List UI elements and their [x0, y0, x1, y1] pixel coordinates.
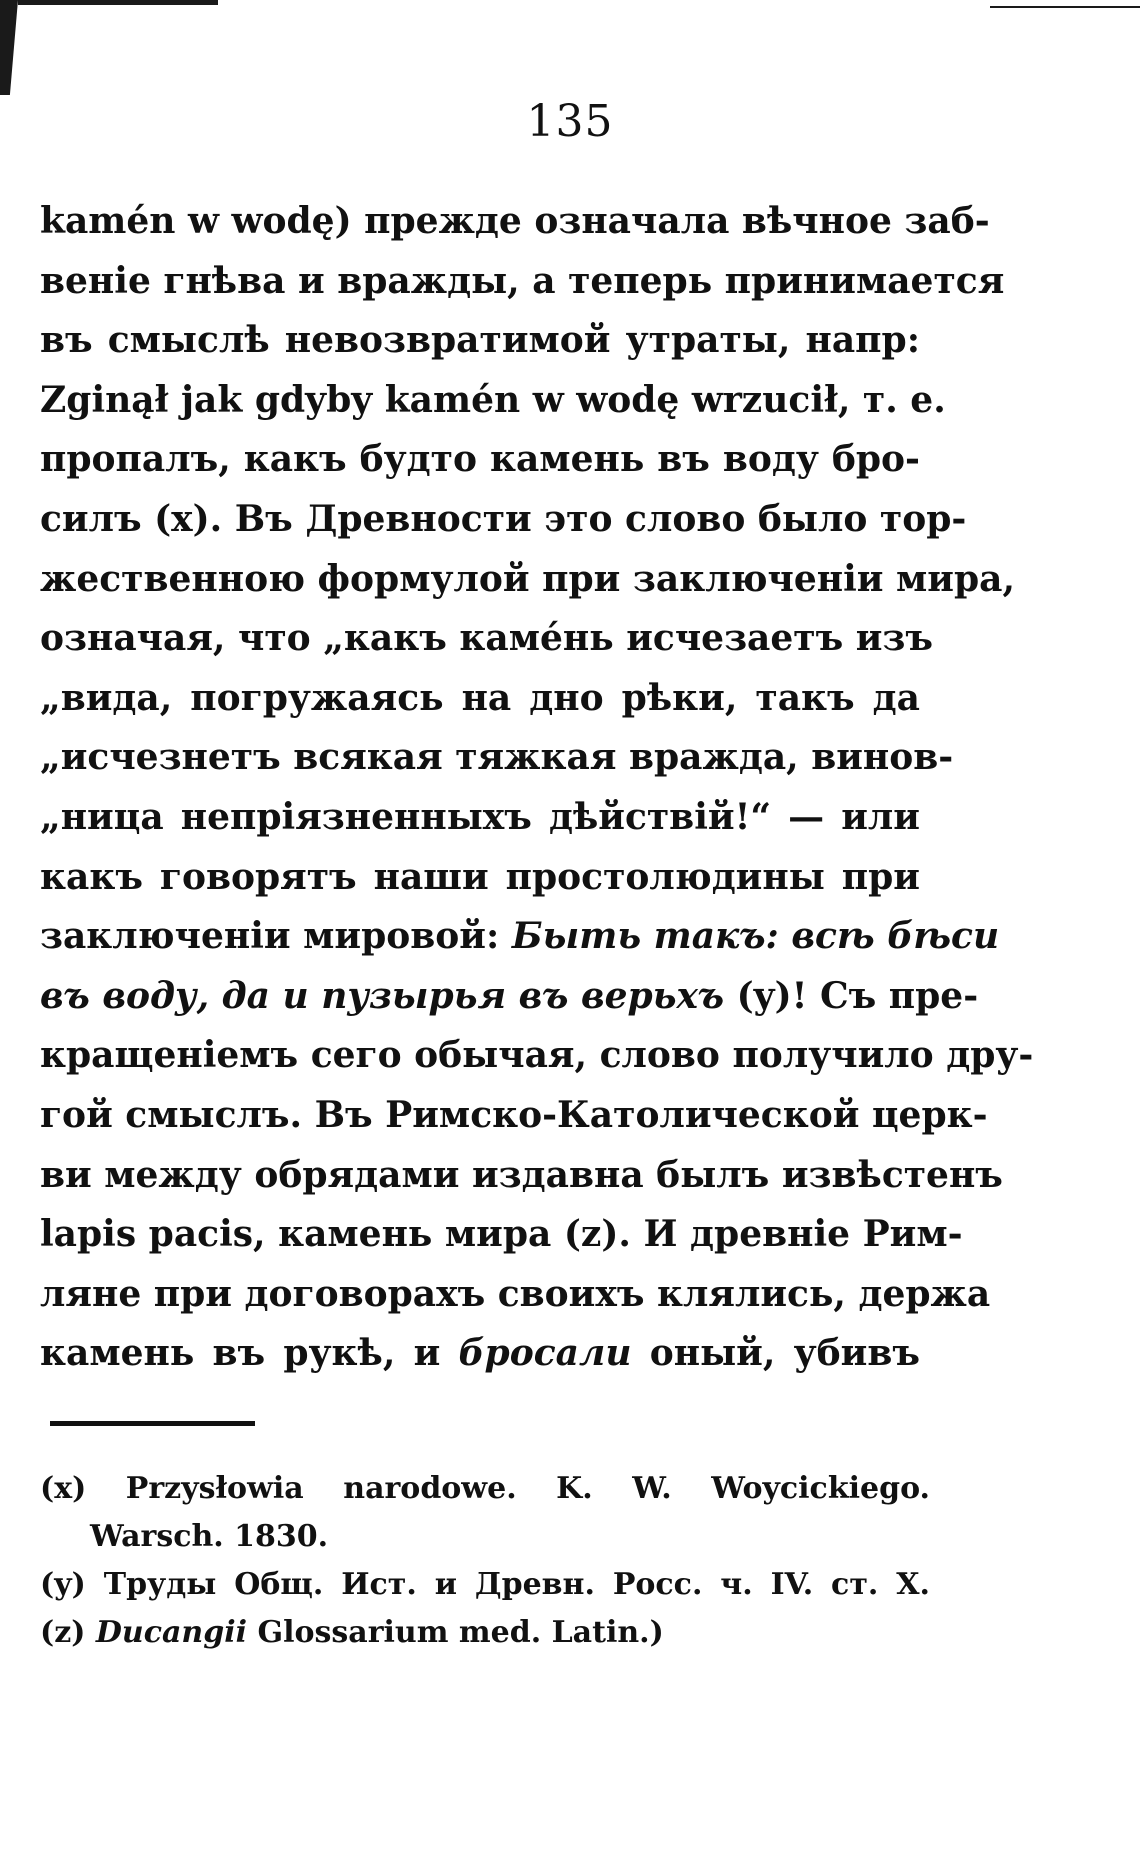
- footnote-line: Warsch. 1830.: [90, 1519, 329, 1554]
- text-line: пропалъ, какъ будто камень въ воду бро-: [40, 438, 920, 481]
- text-run: заключенiи мировой:: [40, 915, 512, 958]
- text-run: оный, убивъ: [631, 1332, 921, 1375]
- text-line: силъ (x). Въ Древности это слово было тор-: [40, 497, 967, 540]
- text-line: Zginął jak gdyby kamén w wodę wrzucił, т. е.: [40, 378, 946, 421]
- page-number: 135: [526, 96, 614, 147]
- body-text: [40, 192, 1034, 1384]
- scan-edge-mark-top: [18, 0, 218, 5]
- text-run: Glossarium med. Latin.): [247, 1615, 664, 1650]
- text-line: lapis pacis, камень мира (z). И древнiе Рим-: [40, 1213, 963, 1256]
- text-line: ви между обрядами издавна былъ извѣстенъ: [40, 1153, 1003, 1196]
- text-line: ляне при договорахъ своихъ клялись, держа: [40, 1272, 991, 1315]
- footnote-line: [40, 1609, 930, 1657]
- italic-text-run: бросали: [458, 1332, 632, 1375]
- text-line: kamén w wodę) прежде означала вѣчное заб-: [40, 200, 990, 242]
- text-line: [40, 967, 979, 1027]
- text-line: кращенiемъ сего обычая, слово получило дру-: [40, 1034, 1034, 1077]
- footnote-line: (y) Труды Общ. Ист. и Древн. Росс. ч. IV. ст. X.: [40, 1567, 930, 1602]
- text-line: „вида, погружаясь на дно рѣки, такъ да: [40, 676, 920, 719]
- scan-edge-mark-top-right: [990, 6, 1140, 8]
- text-line: „ница непрiязненныхъ дѣйствiй!“ — или: [40, 795, 920, 838]
- text-line: [40, 907, 1000, 967]
- text-run: (z): [40, 1615, 96, 1650]
- text-line: [40, 1324, 920, 1384]
- text-line: венie гнѣва и вражды, а теперь принимается: [40, 259, 1005, 302]
- footnote-line: (x) Przysłowia narodowe. K. W. Woycickiego.: [40, 1471, 930, 1506]
- text-line: какъ говорятъ наши простолюдины при: [40, 855, 920, 898]
- scan-edge-mark-left: [0, 0, 18, 95]
- footnotes: [40, 1465, 930, 1657]
- text-line: означая, что „какъ камéнь исчезаетъ изъ: [40, 617, 934, 660]
- italic-text-run: въ воду, да и пузырья въ верьхъ: [40, 974, 725, 1017]
- footnote-separator-rule: [50, 1421, 255, 1426]
- italic-text-run: Быть такъ: всѣ бѣси: [511, 915, 1000, 958]
- text-line: гой смыслъ. Въ Римско-Католической церк-: [40, 1093, 988, 1136]
- text-line: въ смыслѣ невозвратимой утраты, напр:: [40, 319, 920, 362]
- text-run: (y)! Съ пре-: [724, 974, 979, 1017]
- text-line: жественною формулой при заключенiи мира,: [40, 557, 1016, 600]
- italic-text-run: Ducangii: [95, 1615, 247, 1650]
- text-run: камень въ рукѣ, и: [40, 1332, 459, 1375]
- text-line: „исчезнетъ всякая тяжкая вражда, винов-: [40, 736, 954, 779]
